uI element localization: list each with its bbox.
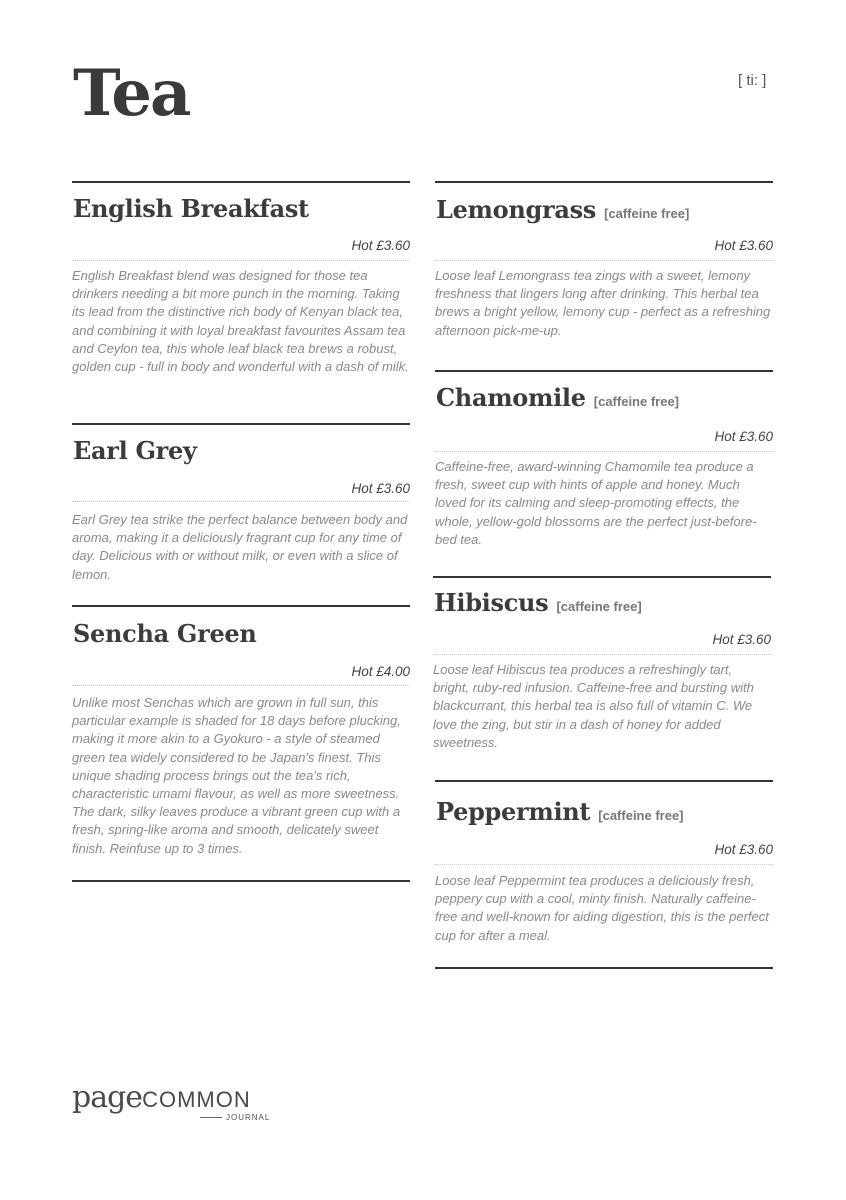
dotted-divider	[435, 451, 773, 452]
menu-item-chamomile	[435, 370, 773, 575]
item-name	[436, 383, 679, 412]
item-price: Hot £3.60	[714, 429, 773, 444]
page-title: Tea	[73, 56, 190, 131]
dotted-divider	[72, 260, 410, 261]
item-description: English Breakfast blend was designed for those tea drinkers needing a bit more punch in the morning. Taking its lead from the distinctive rich body of Kenyan black tea, and combining it with loyal breakfast favourites Assam tea and Ceylon tea, this whole leaf black tea brews a robust, golden cup - full in body and wonderful with a dash of milk.	[72, 268, 409, 375]
brand-name-page: page	[72, 1080, 143, 1115]
caffeine-free-tag: [caffeine free]	[604, 206, 690, 221]
item-name	[436, 195, 689, 224]
item-name	[73, 619, 257, 648]
brand-dash	[200, 1117, 222, 1118]
menu-item-earl-grey	[72, 423, 410, 603]
brand-name-common: COMMON	[142, 1087, 251, 1112]
dotted-divider	[72, 501, 410, 502]
item-name-text: Hibiscus	[434, 588, 549, 617]
item-name-text: English Breakfast	[73, 194, 309, 223]
phonetic-label: [ ti: ]	[738, 72, 767, 89]
item-price: Hot £3.60	[351, 481, 410, 496]
item-description: Loose leaf Hibiscus tea produces a refreshingly tart, bright, ruby-red infusion. Caffeine-free and bursting with blackcurrant, this herbal tea is also full of vitamin C. We love the zing, but stir in a dash of honey for added sweetness.	[433, 662, 754, 750]
dotted-divider	[435, 260, 773, 261]
divider	[72, 423, 410, 425]
item-name-text: Lemongrass	[436, 195, 596, 224]
menu-item-sencha-green	[72, 605, 410, 875]
item-name	[73, 194, 309, 223]
item-price: Hot £3.60	[351, 238, 410, 253]
brand-sub-text: JOURNAL	[226, 1113, 271, 1122]
item-description: Loose leaf Lemongrass tea zings with a sweet, lemony freshness that lingers long after drinking. This herbal tea brews a bright yellow, lemony cup - perfect as a refreshing afternoon pick-me-up.	[435, 268, 771, 338]
menu-item-lemongrass	[435, 181, 773, 369]
brand-subtitle	[200, 1113, 270, 1122]
divider	[72, 181, 410, 183]
item-name	[434, 588, 642, 617]
divider	[435, 181, 773, 183]
menu-item-hibiscus	[433, 576, 771, 776]
item-description: Caffeine-free, award-winning Chamomile tea produce a fresh, sweet cup with hints of apple and honey. Much loved for its calming and sleep-promoting effects, the whole, yellow-gold blossoms are the perfect just-before-bed tea.	[435, 459, 757, 547]
left-column-end-divider	[72, 880, 410, 882]
divider	[72, 605, 410, 607]
item-description: Unlike most Senchas which are grown in full sun, this particular example is shaded for 18 days before plucking, making it more akin to a Gyokuro - a style of steamed green tea widely considered to be Japan's finest. This unique shading process brings out the tea's rich, characteristic umami flavour, as well as more sweetness. The dark, silky leaves produce a vibrant green cup with a fresh, spring-like aroma and smooth, delicately sweet finish. Reinfuse up to 3 times.	[72, 695, 401, 856]
item-name	[73, 436, 197, 465]
divider	[435, 370, 773, 372]
item-name	[436, 797, 684, 826]
item-price: Hot £3.60	[714, 238, 773, 253]
caffeine-free-tag: [caffeine free]	[556, 599, 642, 614]
menu-item-english-breakfast	[72, 181, 410, 421]
dotted-divider	[433, 654, 771, 655]
item-name-text: Earl Grey	[73, 436, 197, 465]
right-column-end-divider	[435, 967, 773, 969]
divider	[433, 576, 771, 578]
menu-item-peppermint	[435, 780, 773, 966]
item-name-text: Peppermint	[436, 797, 591, 826]
item-name-text: Chamomile	[436, 383, 586, 412]
item-description: Earl Grey tea strike the perfect balance between body and aroma, making it a deliciously fragrant cup for any time of day. Delicious with or without milk, or even with a slice of lemon.	[72, 512, 408, 582]
item-price: Hot £3.60	[712, 632, 771, 647]
caffeine-free-tag: [caffeine free]	[598, 808, 684, 823]
item-price: Hot £4.00	[351, 664, 410, 679]
dotted-divider	[435, 864, 773, 865]
dotted-divider	[72, 685, 410, 686]
item-name-text: Sencha Green	[73, 619, 257, 648]
divider	[435, 780, 773, 782]
item-price: Hot £3.60	[714, 842, 773, 857]
caffeine-free-tag: [caffeine free]	[593, 394, 680, 409]
item-description: Loose leaf Peppermint tea produces a deliciously fresh, peppery cup with a cool, minty finish. Naturally caffeine-free and well-known for aiding digestion, this is the perfect cup for after a meal.	[435, 873, 769, 943]
brand-logo	[72, 1080, 251, 1115]
